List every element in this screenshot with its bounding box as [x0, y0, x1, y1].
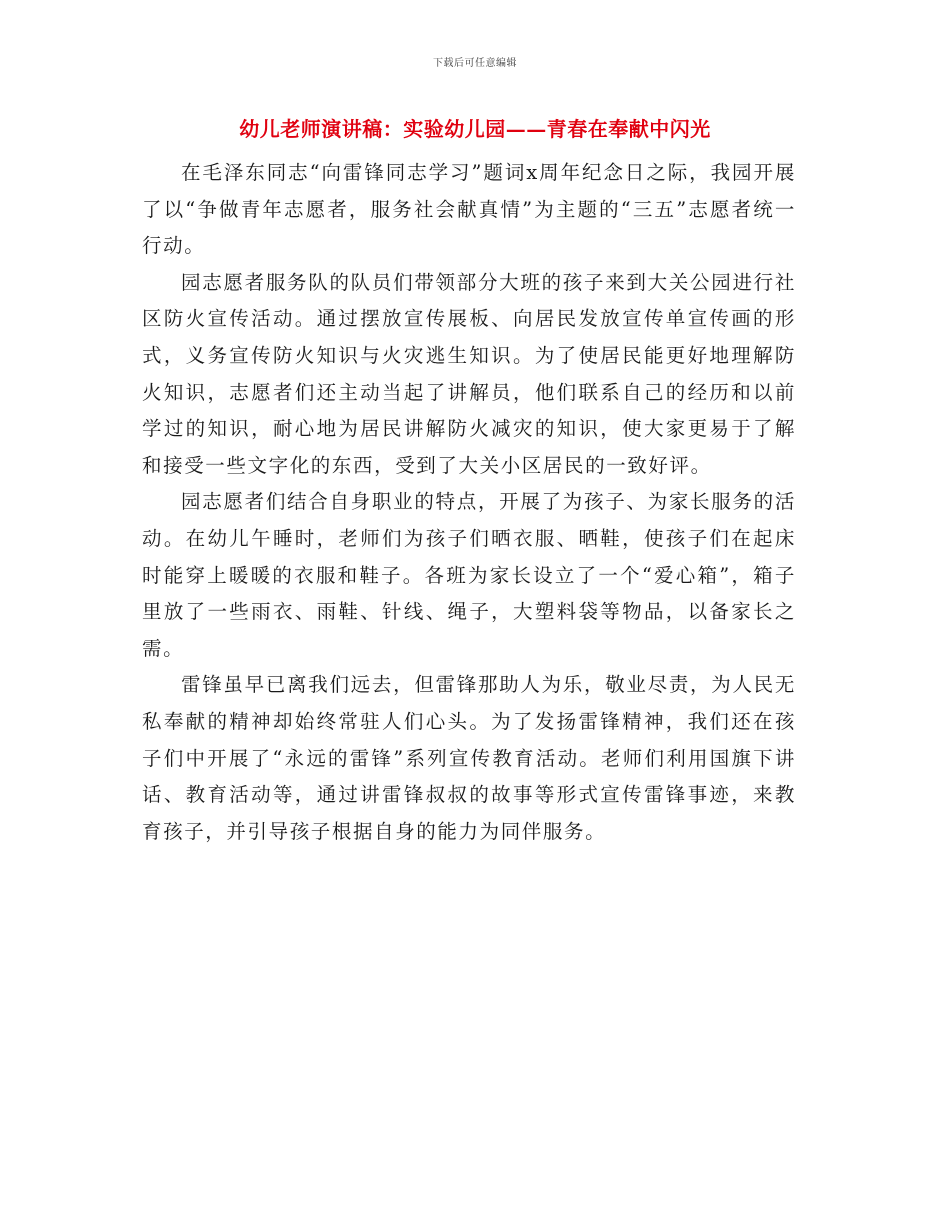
paragraph-4: 雷锋虽早已离我们远去，但雷锋那助人为乐，敬业尽责，为人民无私奉献的精神却始终常驻人们心头。为了发扬雷锋精神，我们还在孩子们中开展了“永远的雷锋”系列宣传教育活动。老师们利用国旗下讲话、教育活动等，通过讲雷锋叔叔的故事等形式宣传雷锋事迹，来教育孩子，并引导孩子根据自身的能力为同伴服务。	[142, 673, 796, 843]
document-title: 幼儿老师演讲稿：实验幼儿园——青春在奉献中闪光	[239, 117, 711, 141]
paragraph-1: 在毛泽东同志“向雷锋同志学习”题词x周年纪念日之际，我园开展了以“争做青年志愿者，服务社会献真情”为主题的“三五”志愿者统一行动。	[142, 161, 796, 258]
document-body	[142, 155, 796, 850]
header-note: 下载后可任意编辑	[433, 58, 517, 69]
paragraph-3: 园志愿者们结合自身职业的特点，开展了为孩子、为家长服务的活动。在幼儿午睡时，老师们为孩子们晒衣服、晒鞋，使孩子们在起床时能穿上暖暖的衣服和鞋子。各班为家长设立了一个“爱心箱”，箱子里放了一些雨衣、雨鞋、针线、绳子，大塑料袋等物品，以备家长之需。	[142, 490, 796, 660]
paragraph-2: 园志愿者服务队的队员们带领部分大班的孩子来到大关公园进行社区防火宣传活动。通过摆放宣传展板、向居民发放宣传单宣传画的形式，义务宣传防火知识与火灾逃生知识。为了使居民能更好地理解防火知识，志愿者们还主动当起了讲解员，他们联系自己的经历和以前学过的知识，耐心地为居民讲解防火减灾的知识，使大家更易于了解和接受一些文字化的东西，受到了大关小区居民的一致好评。	[142, 270, 796, 477]
